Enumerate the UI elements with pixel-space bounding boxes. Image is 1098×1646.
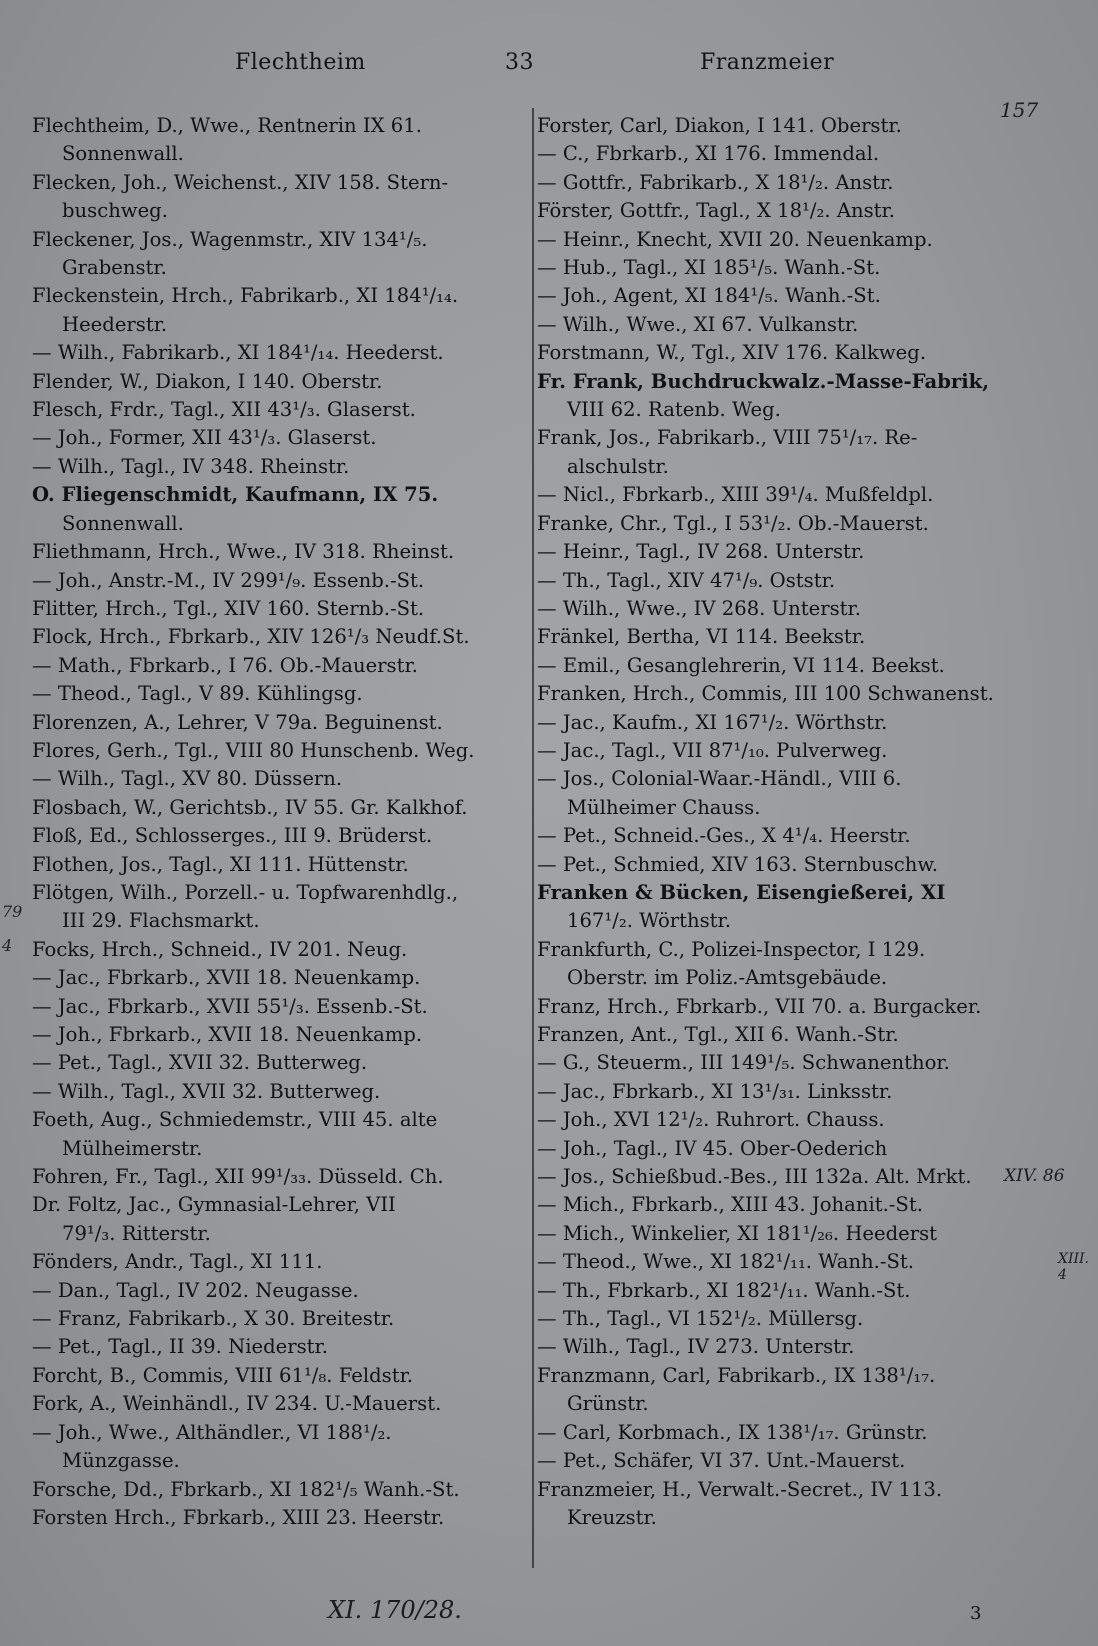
directory-entry-line: — Jac., Tagl., VII 87¹/₁₀. Pulverweg. — [537, 738, 888, 762]
directory-entry-line: — Pet., Tagl., XVII 32. Butterweg. — [32, 1051, 368, 1075]
directory-entry-line: — Theod., Wwe., XI 182¹/₁₁. Wanh.-St. — [537, 1250, 914, 1274]
directory-entry-line: — Joh., Former, XII 43¹/₃. Glaserst. — [32, 426, 377, 450]
directory-entry-line: Flock, Hrch., Fbrkarb., XIV 126¹/₃ Neudf.St. — [32, 625, 470, 649]
directory-entry-line: — Wilh., Wwe., IV 268. Unterstr. — [537, 596, 861, 620]
directory-entry-line: — Wilh., Tagl., IV 348. Rheinstr. — [32, 454, 350, 478]
directory-entry-line: Grabenstr. — [62, 256, 167, 280]
directory-entry-line: — Jos., Schießbud.-Bes., III 132a. Alt. Mrkt. — [537, 1165, 972, 1189]
directory-entry-line: — Mich., Fbrkarb., XIII 43. Johanit.-St. — [537, 1193, 923, 1217]
directory-entry-line: — G., Steuerm., III 149¹/₅. Schwanenthor. — [537, 1051, 950, 1075]
directory-entry-line: Focks, Hrch., Schneid., IV 201. Neug. — [32, 937, 408, 961]
directory-entry-line: — Pet., Schneid.-Ges., X 4¹/₄. Heerstr. — [537, 824, 911, 848]
directory-entry-line: — Pet., Schäfer, VI 37. Unt.-Mauerst. — [537, 1449, 906, 1473]
directory-entry-line: Florenzen, A., Lehrer, V 79a. Beguinenst. — [32, 710, 443, 734]
directory-entry-line: Mülheimer Chauss. — [567, 795, 761, 819]
directory-entry-line: Franke, Chr., Tgl., I 53¹/₂. Ob.-Mauerst. — [537, 511, 929, 535]
directory-entry-line: Forsten Hrch., Fbrkarb., XIII 23. Heerstr. — [32, 1505, 445, 1529]
directory-entry-line: Foeth, Aug., Schmiedemstr., VIII 45. alte — [32, 1108, 438, 1132]
directory-entry-line: Franz, Hrch., Fbrkarb., VII 70. a. Burgacker. — [537, 994, 982, 1018]
directory-entry-line: — Jac., Fbrkarb., XVII 18. Neuenkamp. — [32, 966, 421, 990]
directory-entry-line: Flechtheim, D., Wwe., Rentnerin IX 61. — [32, 114, 422, 137]
directory-entry-line: Fr. Frank, Buchdruckwalz.-Masse-Fabrik, — [537, 369, 990, 393]
directory-entry-line: Forsche, Dd., Fbrkarb., XI 182¹/₅ Wanh.-St. — [32, 1477, 460, 1501]
directory-entry-line: — Jac., Fbrkarb., XVII 55¹/₃. Essenb.-St. — [32, 994, 428, 1018]
directory-entry-line: Fränkel, Bertha, VI 114. Beekstr. — [537, 625, 866, 649]
handwritten-note-top-right: 157 — [1000, 98, 1039, 122]
handwritten-margin-mark-2: 4 — [2, 936, 13, 955]
directory-entry-line: — Nicl., Fbrkarb., XIII 39¹/₄. Mußfeldpl. — [537, 483, 934, 507]
directory-entry-line: — Carl, Korbmach., IX 138¹/₁₇. Grünstr. — [537, 1420, 928, 1444]
directory-entry-line: Fönders, Andr., Tagl., XI 111. — [32, 1250, 323, 1274]
directory-entry-line: — Jac., Fbrkarb., XI 13¹/₃₁. Linksstr. — [537, 1079, 893, 1103]
directory-entry-line: O. Fliegenschmidt, Kaufmann, IX 75. — [32, 483, 439, 507]
page-header — [0, 50, 1098, 90]
directory-entry-line: III 29. Flachsmarkt. — [62, 909, 260, 933]
directory-entry-line: Franken & Bücken, Eisengießerei, XI — [537, 880, 946, 904]
directory-entry-line: — Joh., Wwe., Althändler., VI 188¹/₂. — [32, 1420, 392, 1444]
directory-entry-line: Fork, A., Weinhändl., IV 234. U.-Mauerst. — [32, 1392, 442, 1416]
directory-entry-line: — Franz, Fabrikarb., X 30. Breitestr. — [32, 1307, 395, 1331]
handwritten-margin-mark-1: 79 — [2, 902, 23, 921]
directory-entry-line: Flosbach, W., Gerichtsb., IV 55. Gr. Kalkhof. — [32, 795, 468, 819]
directory-entry-line: 79¹/₃. Ritterstr. — [62, 1221, 211, 1245]
directory-entry-line: Frankfurth, C., Polizei-Inspector, I 129. — [537, 937, 926, 961]
handwritten-note-heederst: XIII. 4 — [1058, 1251, 1090, 1283]
left-column — [32, 112, 532, 1532]
directory-entry-line: Flesch, Frdr., Tagl., XII 43¹/₃. Glaserst. — [32, 398, 416, 422]
directory-entry-line: — Wilh., Tagl., XVII 32. Butterweg. — [32, 1079, 381, 1103]
directory-entry-line: Franken, Hrch., Commis, III 100 Schwanenst. — [537, 682, 994, 706]
directory-entry-line: Flores, Gerh., Tgl., VIII 80 Hunschenb. Weg. — [32, 738, 475, 762]
directory-entry-line: alschulstr. — [567, 454, 669, 478]
directory-entry-line: Forcht, B., Commis, VIII 61¹/₈. Feldstr. — [32, 1363, 414, 1387]
directory-entry-line: Flothen, Jos., Tagl., XI 111. Hüttenstr. — [32, 852, 409, 876]
directory-entry-line: — Mich., Winkelier, XI 181¹/₂₆. Heederst — [537, 1221, 938, 1245]
directory-entry-line: Grünstr. — [567, 1392, 649, 1416]
directory-entry-line: Förster, Gottfr., Tagl., X 18¹/₂. Anstr. — [537, 199, 895, 223]
directory-entry-line: Fliethmann, Hrch., Wwe., IV 318. Rheinst. — [32, 540, 455, 564]
handwritten-footer-note: XI. 170/28. — [328, 1596, 462, 1624]
page-number: 3 — [970, 1603, 982, 1624]
directory-entry-line: Flötgen, Wilh., Porzell.- u. Topfwarenhdlg., — [32, 880, 459, 904]
header-page-number: 33 — [505, 50, 534, 75]
handwritten-note-oederich: XIV. 86 — [1004, 1166, 1065, 1186]
directory-entry-line: — Math., Fbrkarb., I 76. Ob.-Mauerstr. — [32, 653, 418, 677]
directory-entry-line: — Pet., Tagl., II 39. Niederstr. — [32, 1335, 328, 1359]
header-last-entry: Franzmeier — [700, 50, 835, 75]
directory-entry-line: — Pet., Schmied, XIV 163. Sternbuschw. — [537, 852, 939, 876]
directory-entry-line: — Wilh., Tagl., IV 273. Unterstr. — [537, 1335, 855, 1359]
directory-entry-line: Franzen, Ant., Tgl., XII 6. Wanh.-Str. — [537, 1023, 899, 1046]
directory-entry-line: — Joh., Agent, XI 184¹/₅. Wanh.-St. — [537, 284, 881, 308]
directory-entry-line: — Gottfr., Fabrikarb., X 18¹/₂. Anstr. — [537, 170, 894, 194]
directory-entry-line: Heederstr. — [62, 312, 168, 336]
directory-entry-line: — Joh., XVI 12¹/₂. Ruhrort. Chauss. — [537, 1108, 885, 1132]
directory-entry-line: Kreuzstr. — [567, 1505, 657, 1529]
directory-entry-line: — Joh., Fbrkarb., XVII 18. Neuenkamp. — [32, 1023, 423, 1046]
directory-entry-line: — C., Fbrkarb., XI 176. Immendal. — [537, 142, 880, 166]
directory-entry-line: Münzgasse. — [62, 1449, 180, 1473]
directory-entry-line: — Th., Tagl., XIV 47¹/₉. Oststr. — [537, 568, 836, 592]
directory-entry-line: Sonnenwall. — [62, 511, 184, 535]
column-divider — [532, 108, 534, 1568]
directory-entry-line: Mülheimerstr. — [62, 1136, 203, 1160]
header-first-entry: Flechtheim — [235, 50, 366, 75]
directory-entry-line: — Wilh., Fabrikarb., XI 184¹/₁₄. Heederst. — [32, 341, 444, 365]
directory-entry-line: Franzmann, Carl, Fabrikarb., IX 138¹/₁₇. — [537, 1363, 936, 1387]
directory-entry-line: — Joh., Tagl., IV 45. Ober-Oederich — [537, 1136, 888, 1160]
directory-entry-line: — Emil., Gesanglehrerin, VI 114. Beekst. — [537, 653, 945, 677]
directory-entry-line: — Hub., Tagl., XI 185¹/₅. Wanh.-St. — [537, 256, 881, 280]
directory-entry-line: Frank, Jos., Fabrikarb., VIII 75¹/₁₇. Re- — [537, 426, 918, 450]
directory-entry-line: — Heinr., Tagl., IV 268. Unterstr. — [537, 540, 865, 564]
directory-entry-line: — Joh., Anstr.-M., IV 299¹/₉. Essenb.-St. — [32, 568, 425, 592]
directory-entry-line: Sonnenwall. — [62, 142, 184, 166]
directory-entry-line: Flender, W., Diakon, I 140. Oberstr. — [32, 369, 383, 393]
directory-entry-line: Fleckener, Jos., Wagenmstr., XIV 134¹/₅. — [32, 227, 428, 251]
directory-entry-line: Fohren, Fr., Tagl., XII 99¹/₃₃. Düsseld. Ch. — [32, 1165, 444, 1189]
directory-entry-line: buschweg. — [62, 199, 168, 223]
directory-entry-line: Forstmann, W., Tgl., XIV 176. Kalkweg. — [537, 341, 927, 365]
directory-entry-line: Dr. Foltz, Jac., Gymnasial-Lehrer, VII — [32, 1193, 396, 1217]
directory-entry-line: — Heinr., Knecht, XVII 20. Neuenkamp. — [537, 227, 933, 251]
directory-entry-line: Oberstr. im Poliz.-Amtsgebäude. — [567, 966, 888, 990]
directory-entry-line: Fleckenstein, Hrch., Fabrikarb., XI 184¹/₁₄. — [32, 284, 459, 308]
directory-entry-line: — Wilh., Tagl., XV 80. Düssern. — [32, 767, 343, 791]
directory-entry-line: — Dan., Tagl., IV 202. Neugasse. — [32, 1278, 359, 1302]
directory-entry-line: — Wilh., Wwe., XI 67. Vulkanstr. — [537, 312, 859, 336]
directory-entry-line: Flecken, Joh., Weichenst., XIV 158. Stern- — [32, 170, 449, 194]
directory-entry-line: Floß, Ed., Schlosserges., III 9. Brüderst. — [32, 824, 433, 848]
directory-entry-line: — Th., Fbrkarb., XI 182¹/₁₁. Wanh.-St. — [537, 1278, 911, 1302]
directory-entry-line: VIII 62. Ratenb. Weg. — [567, 398, 781, 422]
directory-entry-line: Forster, Carl, Diakon, I 141. Oberstr. — [537, 114, 902, 137]
directory-entry-line: — Jos., Colonial-Waar.-Händl., VIII 6. — [537, 767, 902, 791]
directory-entry-line: Flitter, Hrch., Tgl., XIV 160. Sternb.-St. — [32, 596, 425, 620]
directory-entry-line: — Th., Tagl., VI 152¹/₂. Müllersg. — [537, 1307, 864, 1331]
directory-entry-line: — Jac., Kaufm., XI 167¹/₂. Wörthstr. — [537, 710, 888, 734]
directory-entry-line: — Theod., Tagl., V 89. Kühlingsg. — [32, 682, 363, 706]
directory-entry-line: 167¹/₂. Wörthstr. — [567, 909, 732, 933]
directory-entry-line: Franzmeier, H., Verwalt.-Secret., IV 113. — [537, 1477, 943, 1501]
right-column — [537, 112, 1037, 1532]
